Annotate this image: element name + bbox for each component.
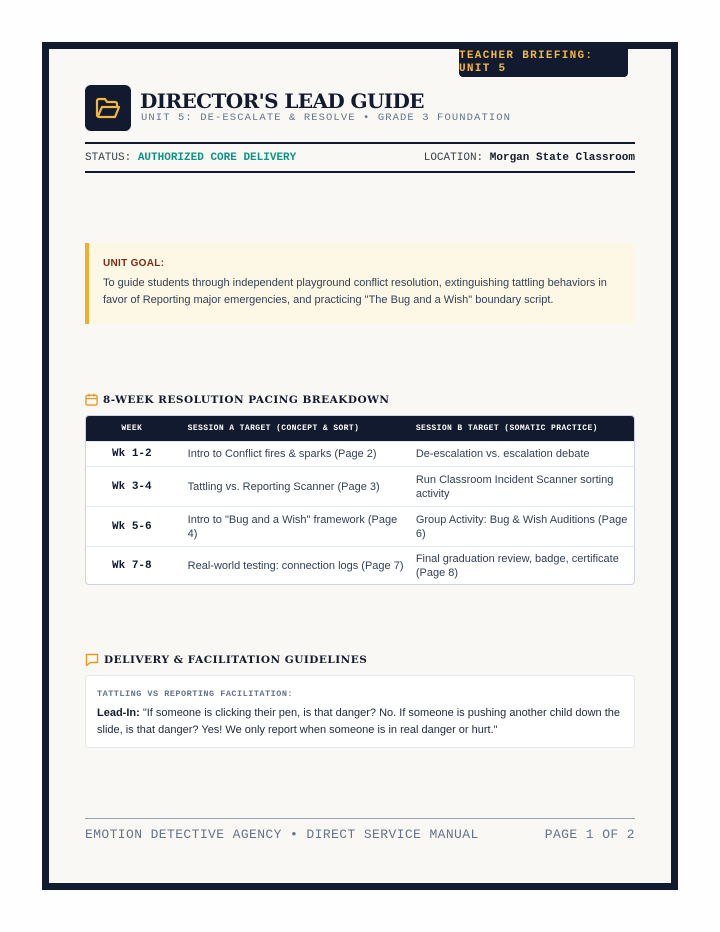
pacing-heading (85, 393, 390, 406)
cell-session-a: Tattling vs. Reporting Scanner (Page 3) (187, 480, 380, 493)
unit-goal-text: To guide students through independent playground conflict resolution, extinguishing tattling behaviors in favor of Reporting major emergencies, and practicing "The Bug and a Wish" boundary script. (103, 277, 607, 306)
cell-session-a: Intro to Conflict fires & sparks (Page 2) (187, 448, 377, 460)
status-value: AUTHORIZED CORE DELIVERY (137, 151, 297, 164)
table-row (86, 546, 634, 584)
cell-week: Wk 1-2 (112, 448, 152, 460)
cell-session-b: De-escalation vs. escalation debate (415, 448, 590, 460)
pacing-heading-text: 8-WEEK RESOLUTION PACING BREAKDOWN (103, 393, 390, 406)
cell-session-b: Final graduation review, badge, certificate (Page 8) (415, 552, 619, 579)
teacher-briefing-tab: TEACHER BRIEFING: UNIT 5 (459, 49, 628, 77)
document-page (49, 49, 671, 883)
calendar-icon (85, 393, 98, 406)
cell-week: Wk 5-6 (112, 520, 152, 533)
delivery-heading (85, 653, 367, 666)
delivery-heading-text: DELIVERY & FACILITATION GUIDELINES (104, 653, 368, 666)
pacing-table (85, 415, 635, 585)
unit-goal-callout (85, 243, 635, 324)
location-key: LOCATION: (423, 151, 484, 164)
table-row (86, 441, 634, 466)
status-group (85, 152, 296, 164)
cell-session-b: Run Classroom Incident Scanner sorting activity (415, 473, 614, 500)
facilitation-label: TATTLING VS REPORTING FACILITATION: (97, 689, 294, 699)
cell-session-a: Intro to "Bug and a Wish" framework (Page 4) (187, 513, 398, 540)
lead-in-text: "If someone is clicking their pen, is that danger? No. If someone is pushing another child down the slide, is that danger? Yes! We only report when someone is in real danger or hurt." (97, 707, 621, 736)
page-frame (42, 42, 678, 890)
status-bar (85, 142, 635, 173)
table-row (86, 466, 634, 506)
cell-session-a: Real-world testing: connection logs (Page 7) (187, 559, 404, 572)
table-row (86, 506, 634, 546)
cell-session-b: Group Activity: Bug & Wish Auditions (Page 6) (415, 513, 628, 540)
column-header-session-b: SESSION B TARGET (SOMATIC PRACTICE) (415, 424, 598, 433)
location-group (424, 152, 635, 164)
lead-in-label: Lead-In: (97, 707, 140, 719)
column-header-week: WEEK (121, 424, 143, 433)
page-number: PAGE 1 OF 2 (544, 827, 635, 842)
page-subtitle: UNIT 5: DE-ESCALATE & RESOLVE • GRADE 3 FOUNDATION (141, 112, 512, 124)
facilitation-text (97, 705, 624, 739)
cell-week: Wk 3-4 (112, 480, 152, 493)
folder-open-icon (95, 97, 121, 119)
column-header-session-a: SESSION A TARGET (CONCEPT & SORT) (187, 424, 360, 433)
page-footer (85, 818, 635, 842)
logo-badge (85, 85, 131, 131)
status-key: STATUS: (85, 151, 132, 164)
table-header (86, 416, 634, 441)
chat-bubble-icon (85, 653, 99, 666)
location-value: Morgan State Classroom (489, 151, 635, 164)
unit-goal-label: UNIT GOAL: (103, 258, 165, 269)
page-title: DIRECTOR'S LEAD GUIDE (140, 89, 424, 113)
cell-week: Wk 7-8 (112, 559, 152, 572)
footer-title: EMOTION DETECTIVE AGENCY • DIRECT SERVICE MANUAL (85, 827, 479, 842)
facilitation-card (85, 675, 635, 748)
